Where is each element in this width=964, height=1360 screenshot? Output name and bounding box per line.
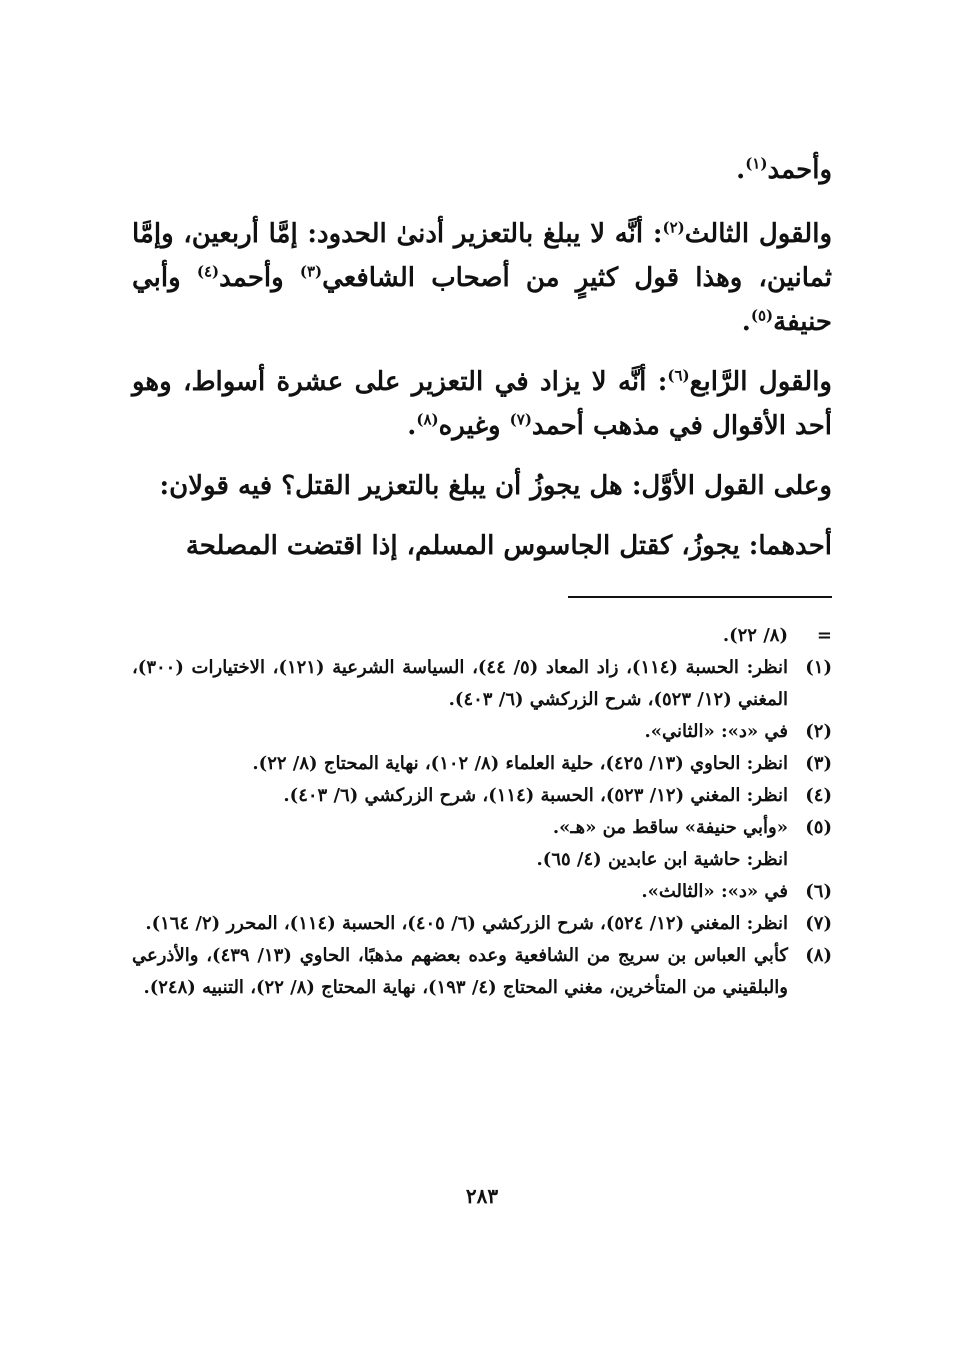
footnote-continuation xyxy=(132,620,832,652)
footnote-line: انظر: حاشية ابن عابدين (٤/ ٦٥). xyxy=(536,849,788,870)
footnote-4 xyxy=(132,780,832,812)
text: وأبي حنيفة xyxy=(132,263,832,337)
text: . xyxy=(741,307,751,337)
footnote-5 xyxy=(132,812,832,876)
footnote-6 xyxy=(132,876,832,908)
footnote-text: انظر: المغني (١٢/ ٥٢٤)، شرح الزركشي (٦/ ٤٠٥)، الحسبة (١١٤)، المحرر (٢/ ١٦٤). xyxy=(145,913,788,934)
footnote-text: كأبي العباس بن سريج من الشافعية وعده بعضهم مذهبًا، الحاوي (١٣/ ٤٣٩)، والأذرعي والبلقيني من المتأخرين، مغني المحتاج (٤/ ١٩٣)، نهاية المحتاج (٨/ ٢٢)، التنبيه (٢٤٨). xyxy=(132,945,788,998)
footnote-7 xyxy=(132,908,832,940)
footnote-ref[interactable]: (٧) xyxy=(509,410,532,429)
text: وأحمد xyxy=(219,263,300,293)
paragraph-4: أحدهما: يجوزُ، كقتل الجاسوس المسلم، إذا اقتضت المصلحة xyxy=(185,531,832,561)
footnote-text: انظر: الحاوي (١٣/ ٤٢٥)، حلية العلماء (٨/ ١٠٢)، نهاية المحتاج (٨/ ٢٢). xyxy=(252,753,788,774)
paragraph-0 xyxy=(132,148,832,192)
footnote-number: (٣) xyxy=(805,753,832,774)
footnote-number: (٥) xyxy=(805,817,832,838)
footnote-3 xyxy=(132,748,832,780)
text: . xyxy=(407,411,417,441)
footnote-ref[interactable]: (٤) xyxy=(196,262,220,281)
footnote-8 xyxy=(132,940,832,1004)
footnote-number: (٢) xyxy=(805,721,832,742)
continuation-mark: = xyxy=(816,625,832,646)
footnote-2 xyxy=(132,716,832,748)
footnote-line: «وأبي حنيفة» ساقط من «هـ». xyxy=(552,817,788,838)
footnote-text: في «د»: «الثالث». xyxy=(641,881,788,902)
paragraph-2 xyxy=(132,360,832,448)
footnote-text xyxy=(132,812,788,876)
text: : أنَّه لا يزاد في التعزير على عشرة أسواط، وهو أحد الأقوال في مذهب أحمد xyxy=(132,367,832,441)
paragraph-1 xyxy=(132,212,832,344)
footnote-1 xyxy=(132,652,832,716)
footnote-number: (١) xyxy=(805,657,832,678)
footnote-number: (٦) xyxy=(805,881,832,902)
page-number: ٢٨٣ xyxy=(465,1184,499,1208)
footnote-ref[interactable]: (٣) xyxy=(299,262,323,281)
footnote-ref[interactable]: (٥) xyxy=(750,306,774,325)
text: وأحمد xyxy=(767,155,832,185)
footnote-number: (٤) xyxy=(805,785,832,806)
footnote-number: (٨) xyxy=(805,945,832,966)
footnote-text: (٨/ ٢٢). xyxy=(722,625,788,646)
footnote-text: انظر: المغني (١٢/ ٥٢٣)، الحسبة (١١٤)، شرح الزركشي (٦/ ٤٠٣). xyxy=(283,785,788,806)
footnote-text: انظر: الحسبة (١١٤)، زاد المعاد (٥/ ٤٤)، السياسة الشرعية (١٢١)، الاختيارات (٣٠٠)، المغني (١٢/ ٥٢٣)، شرح الزركشي (٦/ ٤٠٣). xyxy=(132,657,788,710)
main-text xyxy=(132,148,832,568)
footnote-text: في «د»: «الثاني». xyxy=(644,721,788,742)
text: : أنَّه لا يبلغ بالتعزير أدنىٰ الحدود: إمَّا أربعين، وإمَّا ثمانين، وهذا قول كثيرٍ من أصحاب الشافعي xyxy=(132,219,832,293)
text: والقول الثالث xyxy=(684,219,833,249)
footnote-ref[interactable]: (١) xyxy=(745,154,768,173)
footnote-separator xyxy=(568,596,832,598)
footnote-ref[interactable]: (٨) xyxy=(416,410,439,429)
footnote-ref[interactable]: (٢) xyxy=(662,218,685,237)
paragraph-3: وعلى القول الأوَّل: هل يجوزُ أن يبلغ بالتعزير القتل؟ فيه قولان: xyxy=(159,471,832,501)
text: وغيره xyxy=(438,411,510,441)
footnotes xyxy=(132,620,832,1004)
text: والقول الرَّابع xyxy=(689,367,832,397)
footnote-ref[interactable]: (٦) xyxy=(667,366,690,385)
footnote-number: (٧) xyxy=(805,913,832,934)
text: . xyxy=(736,155,746,185)
